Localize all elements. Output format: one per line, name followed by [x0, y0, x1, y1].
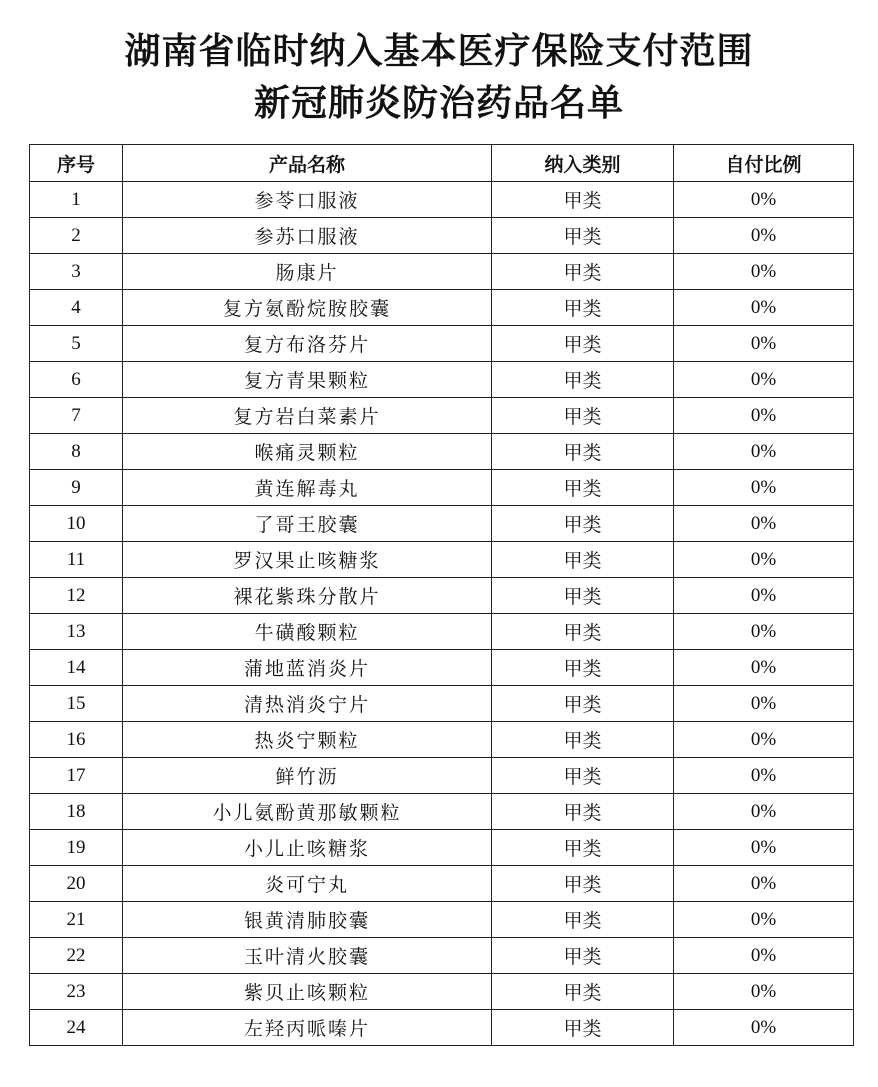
table-row	[30, 974, 854, 1010]
drug-list-table	[29, 144, 854, 1046]
row-category-cell: 甲类	[492, 794, 674, 830]
header-product-name: 产品名称	[123, 145, 492, 182]
row-product-name-cell: 参苏口服液	[123, 218, 492, 254]
row-ratio-cell: 0%	[674, 686, 854, 722]
row-category-cell: 甲类	[492, 182, 674, 218]
row-category-cell: 甲类	[492, 506, 674, 542]
row-category-cell: 甲类	[492, 362, 674, 398]
row-seq-cell: 17	[30, 758, 123, 794]
table-row	[30, 686, 854, 722]
row-seq-cell: 3	[30, 254, 123, 290]
row-product-name-cell: 喉痛灵颗粒	[123, 434, 492, 470]
row-ratio-cell: 0%	[674, 182, 854, 218]
row-seq-cell: 20	[30, 866, 123, 902]
row-ratio-cell: 0%	[674, 326, 854, 362]
row-ratio-cell: 0%	[674, 542, 854, 578]
table-row	[30, 794, 854, 830]
row-ratio-cell: 0%	[674, 938, 854, 974]
row-seq-cell: 2	[30, 218, 123, 254]
row-ratio-cell: 0%	[674, 290, 854, 326]
table-row	[30, 650, 854, 686]
document-title	[0, 26, 878, 130]
row-seq-cell: 5	[30, 326, 123, 362]
table-row	[30, 1010, 854, 1046]
row-product-name-cell: 裸花紫珠分散片	[123, 578, 492, 614]
header-seq: 序号	[30, 145, 123, 182]
table-row	[30, 938, 854, 974]
row-product-name-cell: 牛磺酸颗粒	[123, 614, 492, 650]
row-product-name-cell: 鲜竹沥	[123, 758, 492, 794]
row-category-cell: 甲类	[492, 722, 674, 758]
row-category-cell: 甲类	[492, 866, 674, 902]
table-row	[30, 542, 854, 578]
row-seq-cell: 4	[30, 290, 123, 326]
table-row	[30, 326, 854, 362]
row-category-cell: 甲类	[492, 326, 674, 362]
table-body	[30, 182, 854, 1046]
row-category-cell: 甲类	[492, 290, 674, 326]
table-row	[30, 362, 854, 398]
row-ratio-cell: 0%	[674, 506, 854, 542]
row-category-cell: 甲类	[492, 758, 674, 794]
row-seq-cell: 9	[30, 470, 123, 506]
row-product-name-cell: 左羟丙哌嗪片	[123, 1010, 492, 1046]
header-category: 纳入类别	[492, 145, 674, 182]
row-category-cell: 甲类	[492, 902, 674, 938]
row-seq-cell: 10	[30, 506, 123, 542]
row-seq-cell: 13	[30, 614, 123, 650]
row-ratio-cell: 0%	[674, 614, 854, 650]
row-product-name-cell: 热炎宁颗粒	[123, 722, 492, 758]
row-ratio-cell: 0%	[674, 866, 854, 902]
table-row	[30, 218, 854, 254]
row-category-cell: 甲类	[492, 686, 674, 722]
table-row	[30, 506, 854, 542]
row-product-name-cell: 黄连解毒丸	[123, 470, 492, 506]
row-seq-cell: 14	[30, 650, 123, 686]
table-row	[30, 578, 854, 614]
table-row	[30, 290, 854, 326]
row-ratio-cell: 0%	[674, 974, 854, 1010]
row-product-name-cell: 清热消炎宁片	[123, 686, 492, 722]
row-seq-cell: 18	[30, 794, 123, 830]
row-seq-cell: 15	[30, 686, 123, 722]
row-seq-cell: 7	[30, 398, 123, 434]
row-category-cell: 甲类	[492, 254, 674, 290]
row-product-name-cell: 参苓口服液	[123, 182, 492, 218]
row-ratio-cell: 0%	[674, 218, 854, 254]
row-product-name-cell: 复方氨酚烷胺胶囊	[123, 290, 492, 326]
row-category-cell: 甲类	[492, 938, 674, 974]
table-row	[30, 830, 854, 866]
table-row	[30, 866, 854, 902]
row-product-name-cell: 小儿氨酚黄那敏颗粒	[123, 794, 492, 830]
row-ratio-cell: 0%	[674, 758, 854, 794]
table-row	[30, 722, 854, 758]
row-category-cell: 甲类	[492, 974, 674, 1010]
row-category-cell: 甲类	[492, 578, 674, 614]
row-ratio-cell: 0%	[674, 794, 854, 830]
row-seq-cell: 19	[30, 830, 123, 866]
row-ratio-cell: 0%	[674, 362, 854, 398]
table-row	[30, 398, 854, 434]
row-ratio-cell: 0%	[674, 434, 854, 470]
row-ratio-cell: 0%	[674, 578, 854, 614]
row-product-name-cell: 复方岩白菜素片	[123, 398, 492, 434]
table-row	[30, 470, 854, 506]
row-product-name-cell: 玉叶清火胶囊	[123, 938, 492, 974]
row-category-cell: 甲类	[492, 434, 674, 470]
row-product-name-cell: 肠康片	[123, 254, 492, 290]
row-seq-cell: 16	[30, 722, 123, 758]
table-row	[30, 254, 854, 290]
table-row	[30, 758, 854, 794]
row-product-name-cell: 了哥王胶囊	[123, 506, 492, 542]
row-ratio-cell: 0%	[674, 902, 854, 938]
row-seq-cell: 1	[30, 182, 123, 218]
row-product-name-cell: 紫贝止咳颗粒	[123, 974, 492, 1010]
table-row	[30, 434, 854, 470]
row-ratio-cell: 0%	[674, 254, 854, 290]
row-category-cell: 甲类	[492, 398, 674, 434]
row-product-name-cell: 复方青果颗粒	[123, 362, 492, 398]
row-product-name-cell: 炎可宁丸	[123, 866, 492, 902]
row-seq-cell: 23	[30, 974, 123, 1010]
row-seq-cell: 11	[30, 542, 123, 578]
row-seq-cell: 22	[30, 938, 123, 974]
table-header-row	[30, 145, 854, 182]
row-seq-cell: 21	[30, 902, 123, 938]
row-ratio-cell: 0%	[674, 722, 854, 758]
row-seq-cell: 12	[30, 578, 123, 614]
header-self-pay-ratio: 自付比例	[674, 145, 854, 182]
title-line-1: 湖南省临时纳入基本医疗保险支付范围	[124, 31, 754, 72]
row-category-cell: 甲类	[492, 218, 674, 254]
table-row	[30, 182, 854, 218]
row-category-cell: 甲类	[492, 650, 674, 686]
row-category-cell: 甲类	[492, 470, 674, 506]
row-ratio-cell: 0%	[674, 830, 854, 866]
row-product-name-cell: 银黄清肺胶囊	[123, 902, 492, 938]
row-ratio-cell: 0%	[674, 470, 854, 506]
row-product-name-cell: 蒲地蓝消炎片	[123, 650, 492, 686]
row-product-name-cell: 复方布洛芬片	[123, 326, 492, 362]
table-row	[30, 902, 854, 938]
row-category-cell: 甲类	[492, 1010, 674, 1046]
row-ratio-cell: 0%	[674, 1010, 854, 1046]
row-product-name-cell: 罗汉果止咳糖浆	[123, 542, 492, 578]
table-row	[30, 614, 854, 650]
row-category-cell: 甲类	[492, 614, 674, 650]
row-ratio-cell: 0%	[674, 650, 854, 686]
row-seq-cell: 6	[30, 362, 123, 398]
row-ratio-cell: 0%	[674, 398, 854, 434]
row-category-cell: 甲类	[492, 542, 674, 578]
row-seq-cell: 8	[30, 434, 123, 470]
title-line-2: 新冠肺炎防治药品名单	[253, 83, 624, 124]
row-seq-cell: 24	[30, 1010, 123, 1046]
row-category-cell: 甲类	[492, 830, 674, 866]
row-product-name-cell: 小儿止咳糖浆	[123, 830, 492, 866]
